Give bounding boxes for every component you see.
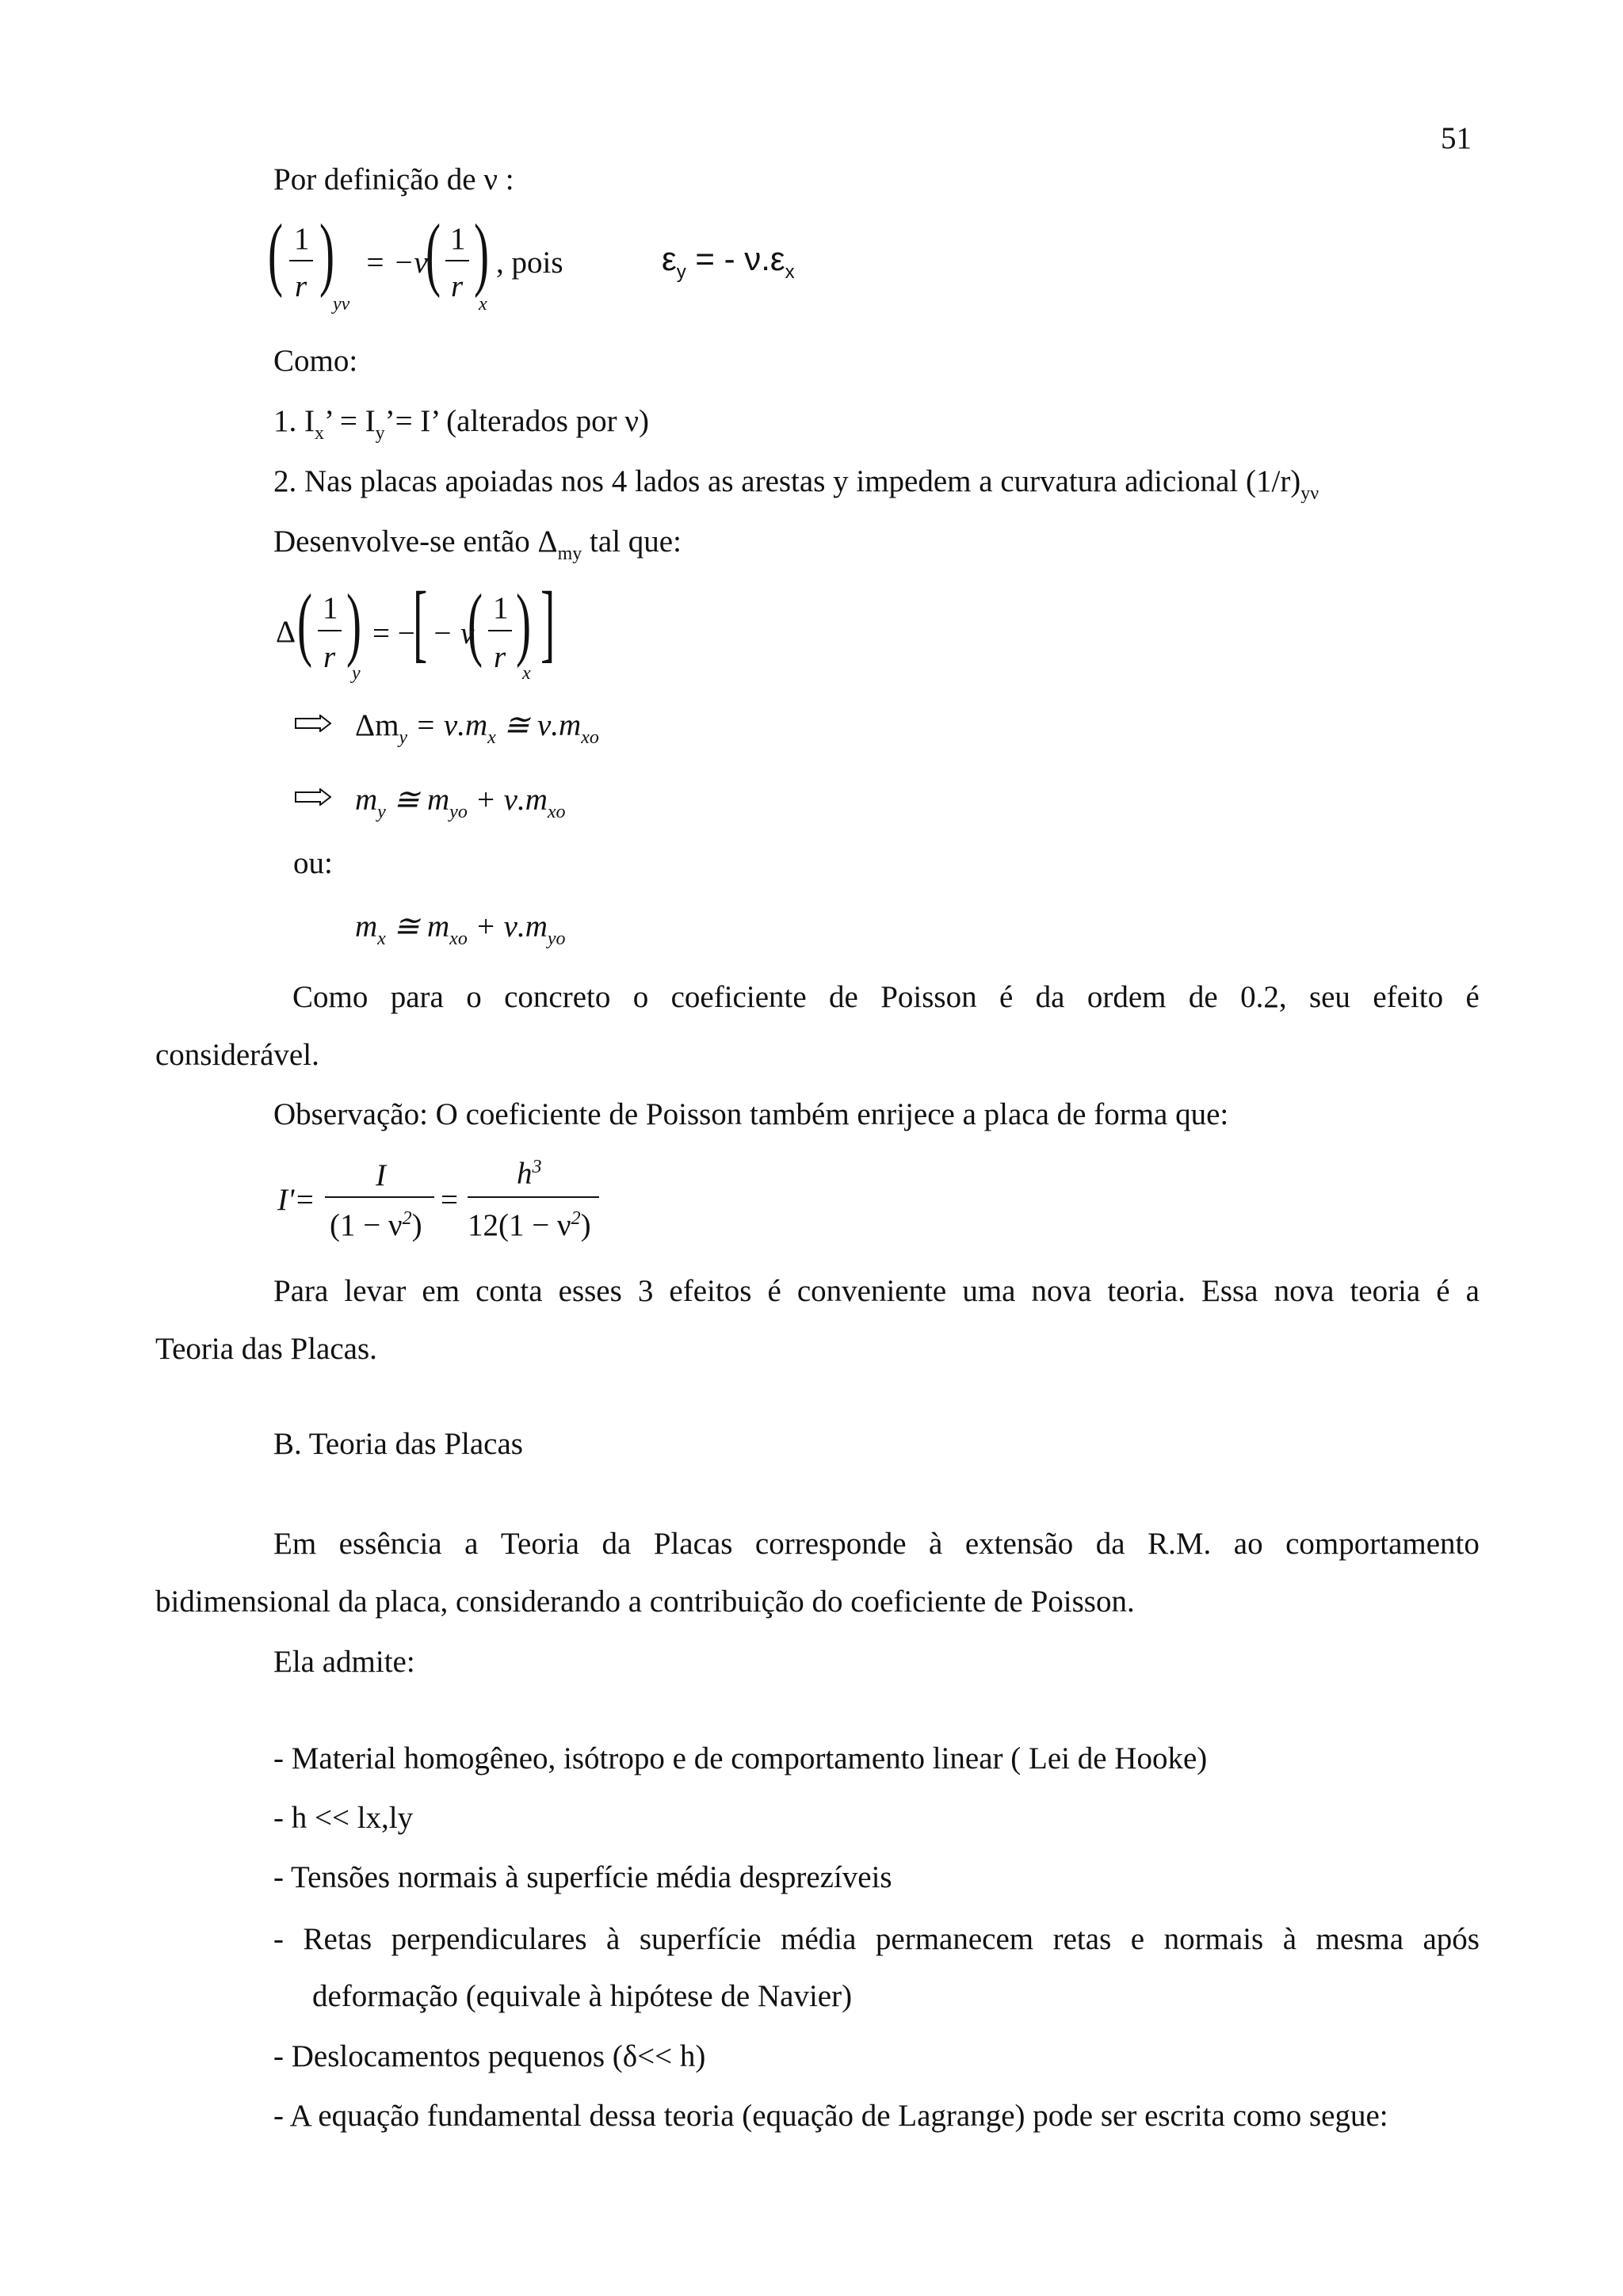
word: efeito [1373,980,1444,1014]
word: normais [1163,1922,1264,1956]
word: para [390,980,444,1014]
bullet-lagrange: - A equação fundamental dessa teoria (equação de Lagrange) pode ser escrita como segue: [273,2099,1388,2133]
word: teoria [1350,1274,1421,1308]
word: levar [344,1274,407,1308]
word: à [1282,1922,1297,1956]
word: teoria. [1107,1274,1186,1308]
bullet-thickness: - h << lx,ly [273,1801,414,1835]
word: é [999,980,1014,1014]
word: Teoria [500,1527,579,1561]
word: 3 [637,1274,654,1308]
word: o [466,980,482,1014]
word: mesma [1316,1922,1403,1956]
word: nova [1031,1274,1092,1308]
word: permanecem [875,1922,1034,1956]
word: extensão [964,1527,1074,1561]
word: a [464,1527,479,1561]
ou-label: ou: [293,846,333,880]
word: essência [338,1527,442,1561]
word: à [606,1922,621,1956]
word: conta [475,1274,543,1308]
word: nova [1274,1274,1335,1308]
word: Poisson [880,980,977,1014]
bullet-displacements: - Deslocamentos pequenos (δ<< h) [273,2039,706,2073]
word: conveniente [796,1274,947,1308]
list-item-1: 1. $I_x$’ = $I_y’= I$’ (alterados por ν) [273,404,650,444]
word: o [632,980,649,1014]
word: perpendiculares [391,1922,587,1956]
bullet-material: - Material homogêneo, isótropo e de comportamento linear ( Lei de Hooke) [273,1741,1208,1775]
word: uma [962,1274,1016,1308]
word: Em [273,1527,317,1561]
word: de [829,980,858,1014]
word: é [1436,1274,1450,1308]
word: seu [1308,980,1350,1014]
word: Como [292,980,369,1014]
desenvolve-line: Desenvolve-se então $\Delta_{my}$ tal que: [273,524,682,564]
bullet-normal-stress: - Tensões normais à superfície média desprezíveis [273,1860,892,1894]
word: é [767,1274,781,1308]
ela-admite: Ela admite: [273,1645,415,1679]
word: corresponde [754,1527,907,1561]
word: Retas [303,1922,372,1956]
paragraph-essencia-line1 [273,1526,1480,1562]
word: superfície [639,1922,762,1956]
word: esses [558,1274,622,1308]
definition-line: Por definição de ν : [273,162,514,196]
word: ordem [1086,980,1167,1014]
word: efeitos [669,1274,752,1308]
word: da [1095,1527,1125,1561]
implies-arrow-icon [295,715,331,732]
word: - [273,1922,284,1956]
page-number: 51 [1441,121,1472,155]
word: coeficiente [670,980,807,1014]
word: a [1465,1274,1480,1308]
como-label: Como: [273,344,358,378]
paragraph-concreto-line1 [292,979,1480,1015]
list-item-2: 2. Nas placas apoiadas nos 4 lados as arestas y impedem a curvatura adicional $(1/r)_{y\nu}$ [273,464,1319,504]
word: R.M. [1148,1527,1212,1561]
word: retas [1052,1922,1112,1956]
word: após [1423,1922,1480,1956]
strain-relation: $\varepsilon_y$ = - $\nu.\varepsilon_x$ [662,240,795,283]
paragraph-essencia-end: bidimensional da placa, considerando a contribuição do coeficiente de Poisson. [155,1585,1135,1619]
implies-arrow-icon [295,788,331,806]
equation-curvature-poisson: ( 1 r ) yν = −ν ( 1 r ) x , pois $\varepsilon_y$ = - $\nu.\varepsilon_x$ [268,208,795,315]
word: Placas [653,1527,733,1561]
observacao-line: Observação: O coeficiente de Poisson também enrijece a placa de forma que: [273,1097,1229,1131]
word: Essa [1201,1274,1258,1308]
word: é [1465,980,1480,1014]
word: média [781,1922,857,1956]
word: ao [1233,1527,1263,1561]
section-heading: B. Teoria das Placas [273,1427,523,1461]
paragraph-concreto-end: considerável. [155,1038,319,1072]
paragraph-levar-end: Teoria das Placas. [155,1332,377,1366]
bullet-retas-line2: deformação (equivale à hipótese de Navier) [312,1979,853,2013]
word: de [1188,980,1218,1014]
word: à [929,1527,943,1561]
equation-moment-x: $m_x$ ≅ $m_{xo} + \nu.m_{yo}$ [355,910,566,949]
word: da [601,1527,632,1561]
bullet-retas-line1 [273,1921,1480,1957]
word: 0.2, [1240,980,1287,1014]
paragraph-levar-line1 [273,1273,1480,1309]
word: da [1035,980,1065,1014]
word: comportamento [1285,1527,1480,1561]
pois-label: , pois [496,246,563,280]
word: concreto [504,980,611,1014]
word: Para [273,1274,329,1308]
word: e [1130,1922,1145,1956]
word: em [422,1274,460,1308]
